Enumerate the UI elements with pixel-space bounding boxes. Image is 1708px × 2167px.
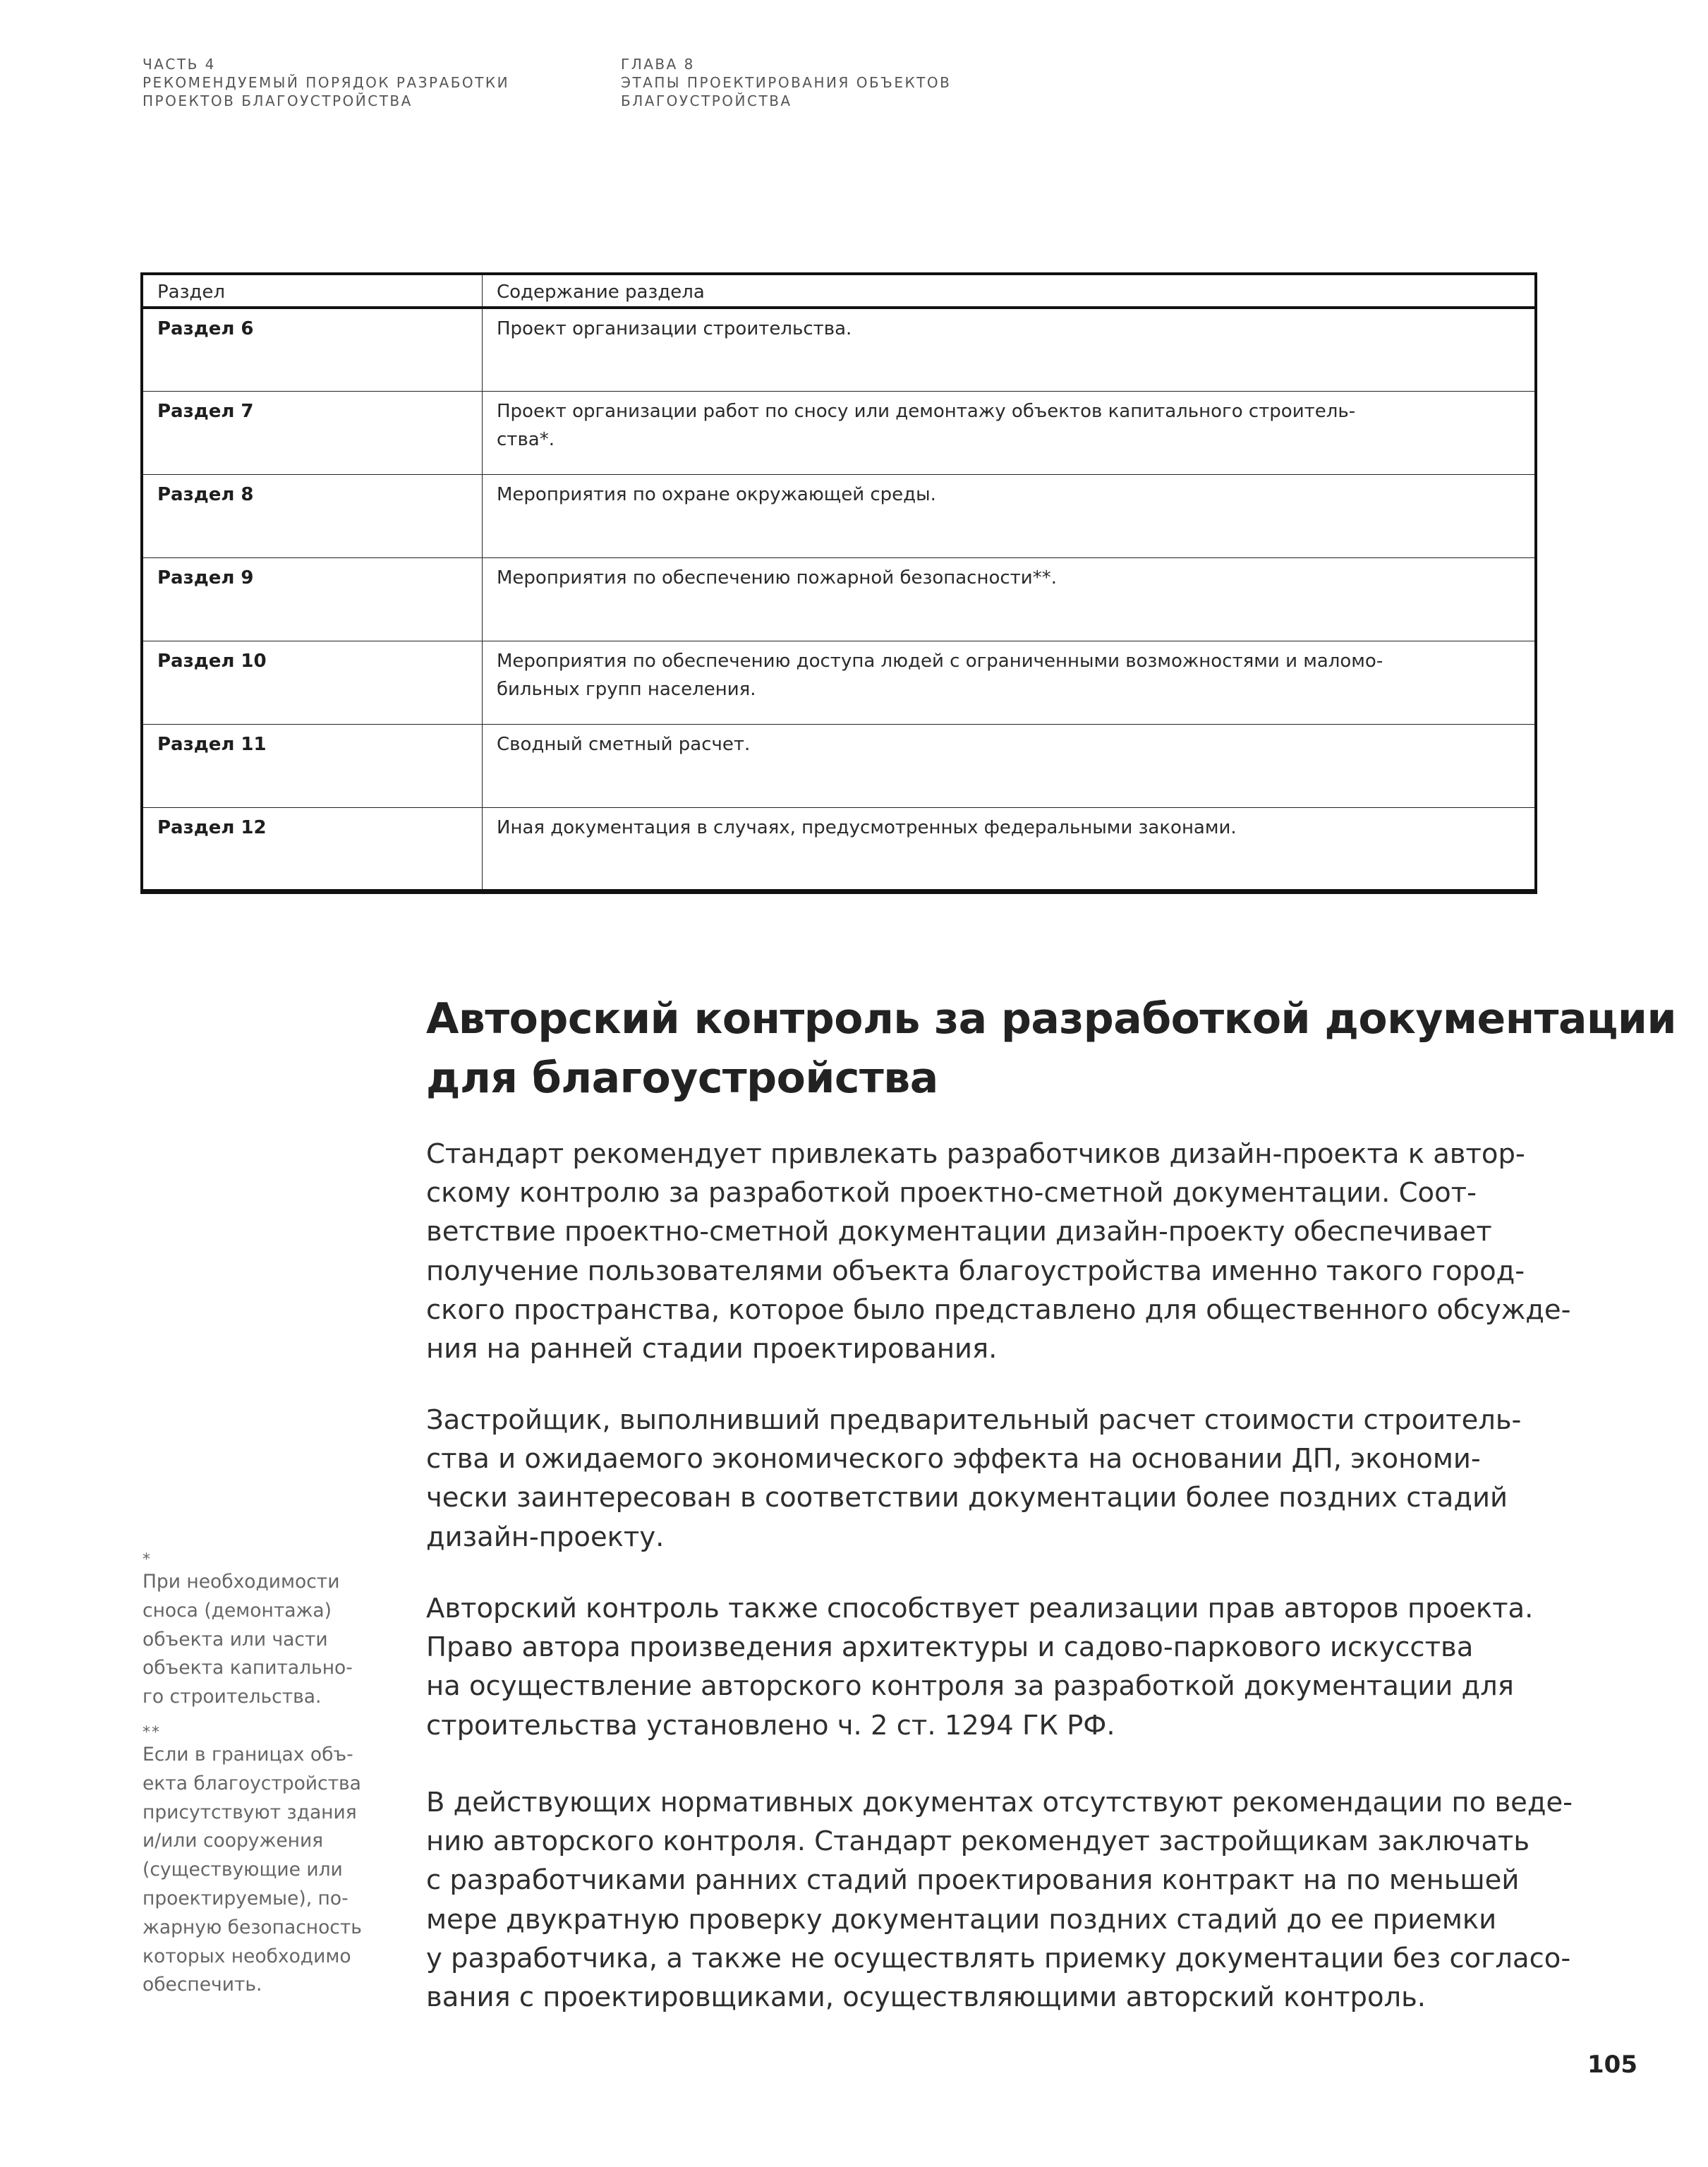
footnote-line: и/или сооружения <box>143 1830 324 1852</box>
table-cell-content <box>483 807 1535 891</box>
paragraph-line: ства и ожидаемого экономического эффекта на основании ДП, экономи- <box>426 1443 1481 1475</box>
table-cell-section: Раздел 9 <box>143 557 483 641</box>
cell-line: Мероприятия по охране окружающей среды. <box>497 483 936 505</box>
paragraph <box>426 1783 1573 2017</box>
table-cell-content <box>483 724 1535 807</box>
paragraph-line: чески заинтересован в соответствии документации более поздних стадий <box>426 1482 1508 1514</box>
footnote-line: объекта капитально- <box>143 1657 353 1679</box>
paragraph <box>426 1135 1571 1368</box>
table-row <box>143 474 1535 557</box>
table-cell-section: Раздел 8 <box>143 474 483 557</box>
footnote-line: жарную безопасность <box>143 1916 362 1938</box>
table-cell-section: Раздел 11 <box>143 724 483 807</box>
paragraph-line: ветствие проектно-сметной документации дизайн-проекту обеспечивает <box>426 1216 1492 1248</box>
table-cell-section: Раздел 7 <box>143 391 483 474</box>
paragraph-line: на осуществление авторского контроля за разработкой документации для <box>426 1670 1514 1703</box>
paragraph <box>426 1401 1555 1557</box>
footnote-line: (существующие или <box>143 1859 343 1881</box>
paragraph-line: вания с проектировщиками, осуществляющими авторский контроль. <box>426 1981 1427 2014</box>
table-row <box>143 557 1535 641</box>
paragraph-line: скому контролю за разработкой проектно-сметной документации. Соот- <box>426 1177 1477 1209</box>
table-header-row <box>143 275 1535 308</box>
cell-line: ства*. <box>497 428 555 450</box>
running-head-line: РЕКОМЕНДУЕМЫЙ ПОРЯДОК РАЗРАБОТКИ <box>143 74 510 91</box>
cell-line: Проект организации работ по сносу или демонтажу объектов капитального строитель- <box>497 400 1356 422</box>
paragraph-line: получение пользователями объекта благоустройства именно такого город- <box>426 1255 1525 1287</box>
running-head-chapter <box>621 55 951 110</box>
cell-line: Сводный сметный расчет. <box>497 733 751 755</box>
sections-table <box>143 274 1535 892</box>
paragraph-line: Застройщик, выполнивший предварительный расчет стоимости строитель- <box>426 1404 1522 1436</box>
table-header-section: Раздел <box>143 275 483 308</box>
running-head-line: ЭТАПЫ ПРОЕКТИРОВАНИЯ ОБЪЕКТОВ <box>621 74 952 91</box>
table-cell-content <box>483 641 1535 724</box>
heading-line: Авторский контроль за разработкой документации <box>426 994 1676 1044</box>
running-head-line: БЛАГОУСТРОЙСТВА <box>621 92 792 109</box>
footnote-line: присутствуют здания <box>143 1801 357 1823</box>
footnote-line: екта благоустройства <box>143 1772 361 1794</box>
paragraph-line: Право автора произведения архитектуры и садово-паркового искусства <box>426 1631 1474 1664</box>
table-cell-section: Раздел 10 <box>143 641 483 724</box>
cell-line: Мероприятия по обеспечению доступа людей с ограниченными возможностями и маломо- <box>497 650 1383 672</box>
running-head-line: ГЛАВА 8 <box>621 56 695 73</box>
paragraph-line: ского пространства, которое было представлено для общественного обсужде- <box>426 1293 1571 1326</box>
running-head-line: ЧАСТЬ 4 <box>143 56 216 73</box>
table-cell-content <box>483 391 1535 474</box>
footnote-mark: * <box>143 1551 152 1569</box>
paragraph-line: В действующих нормативных документах отсутствуют рекомендации по веде- <box>426 1787 1573 1818</box>
footnote-line: которых необходимо <box>143 1945 351 1967</box>
paragraph-line: дизайн-проекту. <box>426 1521 665 1553</box>
cell-line: бильных групп населения. <box>497 678 756 700</box>
footnote-line: объекта или части <box>143 1628 328 1650</box>
heading-line: для благоустройства <box>426 1054 938 1103</box>
paragraph-line: Стандарт рекомендует привлекать разработчиков дизайн-проекта к автор- <box>426 1138 1525 1170</box>
paragraph-line: у разработчика, а также не осуществлять приемку документации без согласо- <box>426 1942 1571 1974</box>
paragraph-line: Авторский контроль также способствует реализации прав авторов проекта. <box>426 1593 1534 1624</box>
table-cell-section: Раздел 12 <box>143 807 483 891</box>
footnote-line: го строительства. <box>143 1686 322 1708</box>
footnote-line: Если в границах объ- <box>143 1744 353 1765</box>
footnote-mark: ** <box>143 1724 161 1742</box>
table-row <box>143 391 1535 474</box>
paragraph <box>426 1589 1555 1745</box>
table-cell-content <box>483 474 1535 557</box>
table-row <box>143 641 1535 724</box>
paragraph-line: ния на ранней стадии проектирования. <box>426 1333 998 1365</box>
paragraph-line: мере двукратную проверку документации поздних стадий до ее приемки <box>426 1903 1497 1936</box>
footnote-line: сноса (демонтажа) <box>143 1599 332 1622</box>
table-row <box>143 807 1535 891</box>
running-head-line: ПРОЕКТОВ БЛАГОУСТРОЙСТВА <box>143 92 413 109</box>
section-heading <box>426 989 1676 1108</box>
footnote <box>143 1725 411 2000</box>
cell-line: Проект организации строительства. <box>497 318 852 339</box>
footnote <box>143 1552 411 1712</box>
table-row <box>143 308 1535 391</box>
footnote-line: проектируемые), по- <box>143 1887 349 1909</box>
table-cell-content <box>483 308 1535 391</box>
paragraph-line: с разработчиками ранних стадий проектирования контракт на по меньшей <box>426 1864 1520 1897</box>
cell-line: Иная документация в случаях, предусмотренных федеральными законами. <box>497 816 1237 838</box>
paragraph-line: нию авторского контроля. Стандарт рекомендует застройщикам заключать <box>426 1825 1530 1858</box>
table-cell-content <box>483 557 1535 641</box>
footnote-line: обеспечить. <box>143 1974 262 1996</box>
table-cell-section: Раздел 6 <box>143 308 483 391</box>
cell-line: Мероприятия по обеспечению пожарной безопасности**. <box>497 567 1057 588</box>
page-number: 105 <box>1587 2051 1637 2079</box>
table-header-content: Содержание раздела <box>483 275 1535 308</box>
table-row <box>143 724 1535 807</box>
paragraph-line: строительства установлено ч. 2 ст. 1294 ГК РФ. <box>426 1709 1115 1742</box>
footnote-line: При необходимости <box>143 1571 340 1593</box>
running-head-part <box>143 55 509 110</box>
